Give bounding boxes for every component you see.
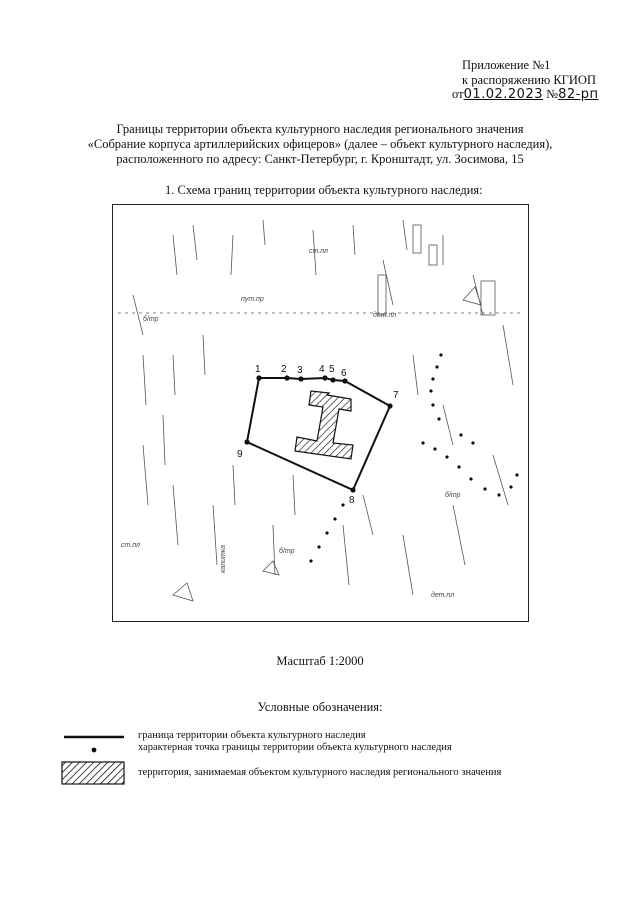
map-svg xyxy=(113,205,528,621)
map-label-bytr-2: б/тр xyxy=(445,492,461,499)
boundary-point-6 xyxy=(342,378,347,383)
title-line2: «Собрание корпуса артиллерийских офицеров» (далее – объект культурного наследия), xyxy=(87,137,553,151)
appendix-from: от xyxy=(452,87,464,101)
title-line3: расположенного по адресу: Санкт-Петербург, г. Кронштадт, ул. Зосимова, 15 xyxy=(116,152,524,166)
map-label-det-pl-2: дет.пл xyxy=(373,312,397,319)
legend-title: Условные обозначения: xyxy=(257,700,383,714)
map-label-kalitka: калитка xyxy=(220,545,227,573)
boundary-point-8 xyxy=(350,487,355,492)
map-label-bytr-3: б/тр xyxy=(143,316,159,323)
boundary-point-4 xyxy=(322,375,327,380)
appendix-number-sign: № xyxy=(546,87,559,101)
point-label-6: 6 xyxy=(341,368,347,379)
map-label-st-pl-1: ст.пл xyxy=(121,542,140,549)
map-label-putepr: пут.пр xyxy=(241,296,264,303)
legend-text-territory: территория, занимаемая объектом культурного наследия регионального значения xyxy=(138,767,502,778)
legend-text-boundary: граница территории объекта культурного наследия xyxy=(138,730,366,741)
appendix-line2: к распоряжению КГИОП xyxy=(462,72,596,87)
boundary-point-7 xyxy=(387,403,392,408)
map-label-st-pl-2: ст.пл xyxy=(309,248,328,255)
appendix-line1: Приложение №1 xyxy=(462,58,551,72)
legend-text-point: характерная точка границы территории объекта культурного наследия xyxy=(138,742,452,753)
map-label-bytr: б/тр xyxy=(279,548,295,555)
boundary-point-1 xyxy=(256,375,261,380)
point-label-4: 4 xyxy=(319,364,325,375)
point-label-2: 2 xyxy=(281,364,287,375)
point-label-1: 1 xyxy=(255,364,261,375)
map-label-det-pl-1: дет.пл xyxy=(431,592,455,599)
appendix-date: 01.02.2023 xyxy=(463,87,543,102)
document-title xyxy=(60,122,580,167)
appendix-block xyxy=(452,58,632,103)
legend-point-icon xyxy=(60,739,132,761)
boundary-point-2 xyxy=(284,375,289,380)
boundary-point-5 xyxy=(330,377,335,382)
point-label-3: 3 xyxy=(297,365,303,376)
map-background-marks xyxy=(118,220,523,601)
heritage-building xyxy=(295,391,353,459)
legend-hatch-icon xyxy=(60,760,132,786)
legend-row-point xyxy=(60,739,620,761)
point-label-7: 7 xyxy=(393,390,399,401)
map-scale: Масштаб 1:2000 xyxy=(276,654,364,668)
point-label-9: 9 xyxy=(237,449,243,460)
point-label-8: 8 xyxy=(349,495,355,506)
appendix-line3 xyxy=(452,87,622,103)
boundary-map xyxy=(112,204,529,622)
boundary-point-3 xyxy=(298,376,303,381)
title-line1: Границы территории объекта культурного наследия регионального значения xyxy=(116,122,524,136)
legend-row-territory xyxy=(60,760,620,786)
section-heading: 1. Схема границ территории объекта культурного наследия: xyxy=(165,183,483,197)
point-label-5: 5 xyxy=(329,364,335,375)
appendix-number: 82-рп xyxy=(558,87,599,102)
boundary-point-9 xyxy=(244,439,249,444)
